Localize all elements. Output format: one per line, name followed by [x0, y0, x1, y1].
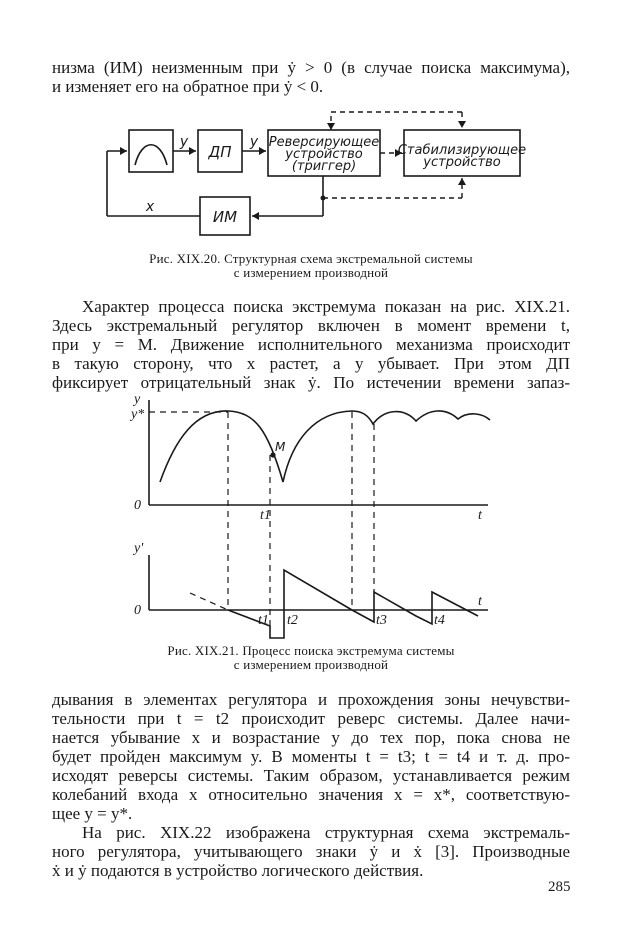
reverser-label-3: (триггер)	[291, 159, 357, 174]
extremum-object-block	[129, 130, 173, 172]
top-t-axis-label: t	[478, 508, 482, 523]
figure-20-caption-line-2: с измерением производной	[233, 265, 389, 280]
text-line: ного регулятора, учитывающего знаки ẏ и ẋ [3]. Производные	[52, 842, 570, 861]
text-line: нается убывание x и возрастание y до тех пор, пока снова не	[52, 728, 570, 747]
text-line: при y = M. Движение исполнительного механизма происходит	[52, 335, 570, 354]
signal-y-1: y	[179, 134, 189, 150]
text-line: будет пройден максимум y. В моменты t = t3; t = t4 и т. д. про-	[52, 747, 570, 766]
im-label: ИМ	[212, 208, 238, 226]
text-line: щее y = y*.	[52, 804, 133, 823]
bottom-t1-label: t1	[258, 613, 269, 628]
paragraph-last	[52, 823, 570, 880]
top-t1-label: t1	[260, 508, 271, 523]
text-line: ẋ и ẏ подаются в устройство логического действия.	[52, 861, 424, 880]
text-line: Здесь экстремальный регулятор включен в момент времени t,	[52, 316, 570, 335]
bottom-zero-label: 0	[134, 603, 141, 618]
stabilizer-label-2: устройство	[423, 155, 501, 170]
bottom-y-axis-label: y'	[134, 541, 144, 556]
text-line: дывания в элементах регулятора и прохождения зоны нечувстви-	[52, 690, 570, 709]
figure-21-plots	[0, 388, 622, 638]
reverser-label-1: Реверсирующее	[268, 135, 380, 150]
paragraph-middle	[52, 297, 570, 392]
text-line: в такую сторону, что x растет, а y убывает. При этом ДП	[52, 354, 570, 373]
figure-20-caption-line-1: Рис. XIX.20. Структурная схема экстремальной системы	[149, 251, 473, 266]
text-line: Характер процесса поиска экстремума показан на рис. XIX.21.	[82, 297, 570, 316]
y-star-label: y*	[131, 407, 145, 422]
text-line: тельности при t = t2 происходит реверс системы. Далее начи-	[52, 709, 570, 728]
text-line: исходят реверсы системы. Таким образом, устанавливается режим	[52, 766, 570, 785]
point-m-label: M	[275, 440, 286, 454]
signal-x: x	[145, 199, 155, 215]
figure-21-caption-line-2: с измерением производной	[233, 657, 389, 672]
paragraph-top	[52, 58, 570, 96]
extremum-curve-icon	[135, 145, 167, 165]
top-y-axis-label: y	[134, 392, 141, 407]
text-line: и изменяет его на обратное при ẏ < 0.	[52, 77, 324, 96]
top-zero-label: 0	[134, 498, 141, 513]
bottom-t-axis-label: t	[478, 594, 482, 609]
dp-label: ДП	[208, 143, 232, 161]
bottom-t2-label: t2	[287, 613, 298, 628]
block-diagram-fig20	[0, 110, 622, 260]
text-line: колебаний входа x относительно значения x = x*, соответствую-	[52, 785, 570, 804]
text-line: На рис. XIX.22 изображена структурная схема экстремаль-	[82, 823, 570, 842]
stabilizer-label-1: Стабилизирующее	[397, 143, 527, 158]
figure-21-caption-line-1: Рис. XIX.21. Процесс поиска экстремума системы	[167, 643, 455, 658]
bottom-t3-label: t3	[376, 613, 387, 628]
text-line: низма (ИМ) неизменным при ẏ > 0 (в случае поиска максимума),	[52, 58, 570, 77]
text-line: фиксирует отрицательный знак ẏ. По истечении времени запаз-	[52, 373, 570, 392]
bottom-t4-label: t4	[434, 613, 445, 628]
signal-y-2: y	[249, 134, 259, 150]
paragraph-bottom	[52, 690, 570, 823]
reverser-label-2: устройство	[285, 147, 363, 162]
page-number: 285	[548, 879, 571, 895]
top-curve-y	[160, 411, 490, 482]
